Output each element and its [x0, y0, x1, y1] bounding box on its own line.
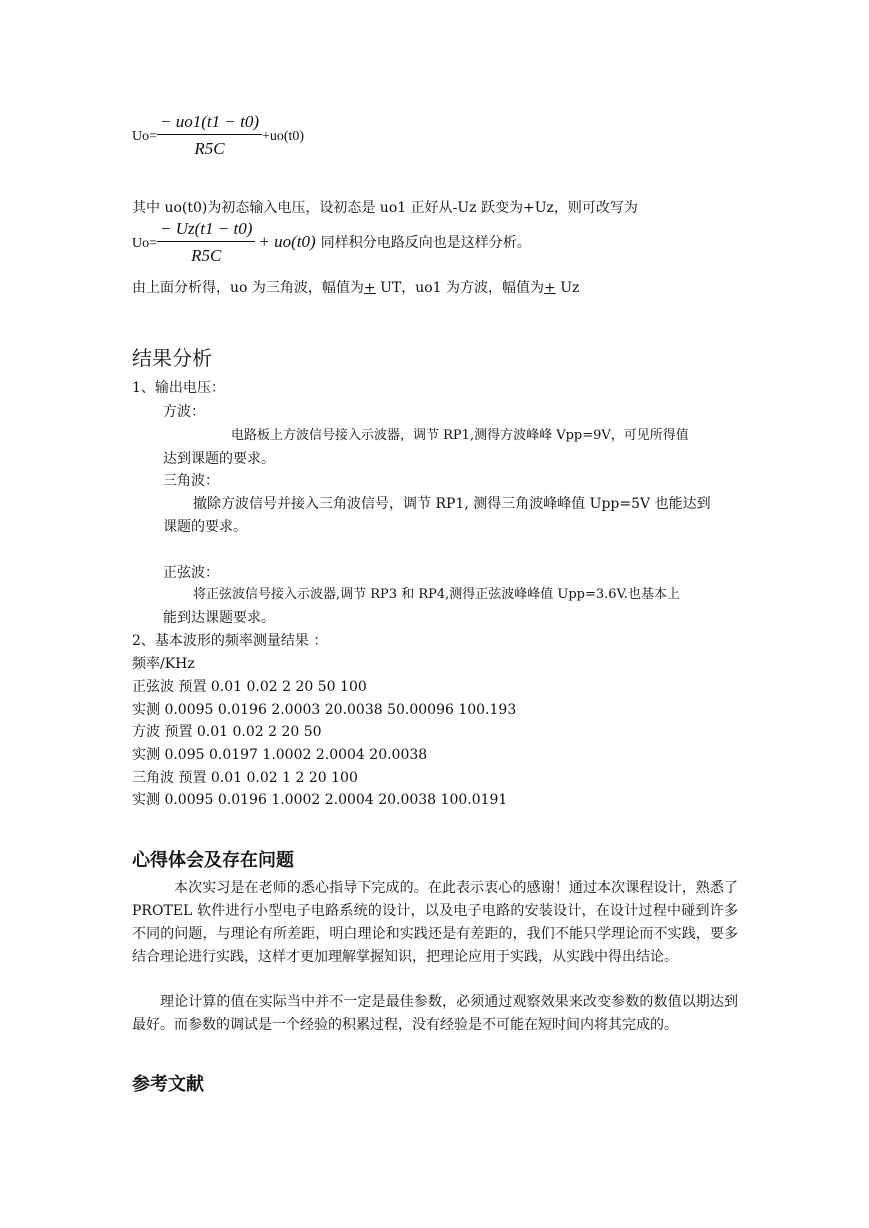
- measurement-row: 方波 预置 0.01 0.02 2 20 50: [132, 724, 322, 740]
- results-item-1: 1、输出电压：: [132, 380, 225, 396]
- measurement-row: 实测 0.0095 0.0196 2.0003 20.0038 50.00096 100.193: [132, 702, 517, 718]
- plus-minus-sign: +: [363, 280, 376, 296]
- formula-lhs: Uo=: [132, 236, 158, 251]
- sine-wave-text-1: 将正弦波信号接入示波器,调节 RP3 和 RP4,测得正弦波峰峰值 Upp=3.6V.也基本上: [193, 587, 680, 602]
- triangle-wave-text-1: 撤除方波信号并接入三角波信号，调节 RP1, 测得三角波峰峰值 Upp=5V 也能达到: [193, 496, 711, 512]
- summary-part3: Uz: [555, 280, 580, 296]
- formula-denominator: R5C: [194, 139, 225, 158]
- formula-fraction: [157, 112, 262, 159]
- formula-rhs: +uo(t0): [261, 129, 305, 144]
- experience-paragraph-2: 理论计算的值在实际当中并不一定是最佳参数，必须通过观察效果来改变参数的数值以期达到最好。而参数的调试是一个经验的积累过程，没有经验是不可能在短时间内将其完成的。: [132, 994, 738, 1033]
- formula-numerator: − Uz(t1 − t0): [157, 219, 255, 242]
- experience-paragraph-1: 本次实习是在老师的悉心指导下完成的。在此表示衷心的感谢！通过本次课程设计，熟悉了 PROTEL 软件进行小型电子电路系统的设计，以及电子电路的安装设计，在设计过程中碰到许多不同的问题，与理论有所差距，明白理论和实践还是有差距的，我们不能只学理论而不实践，要多结合理论进行实践，这样才更加理解掌握知识，把理论应用于实践，从实践中得出结论。: [132, 880, 738, 965]
- formula-rhs: + uo(t0): [258, 232, 316, 251]
- formula-fraction: [157, 219, 255, 266]
- square-wave-label: 方波：: [163, 404, 205, 420]
- square-wave-text-2: 达到课题的要求。: [163, 451, 275, 467]
- references-heading: 参考文献: [132, 1074, 204, 1095]
- measurement-row: 实测 0.0095 0.0196 1.0002 2.0004 20.0038 100.0191: [132, 792, 508, 808]
- formula-tail: 同样积分电路反向也是这样分析。: [320, 235, 531, 251]
- summary-part2: UT，uo1 为方波，幅值为: [375, 280, 545, 296]
- triangle-wave-text-2: 课题的要求。: [163, 519, 247, 535]
- square-wave-text-1: 电路板上方波信号接入示波器，调节 RP1,测得方波峰峰 Vpp=9V，可见所得值: [231, 428, 689, 443]
- formula-numerator: − uo1(t1 − t0): [157, 112, 262, 135]
- formula-uo-2: [132, 219, 531, 266]
- formula-denominator: R5C: [191, 246, 222, 265]
- plus-minus-sign: +: [544, 280, 556, 296]
- results-heading: 结果分析: [132, 346, 212, 370]
- sine-wave-label: 正弦波：: [163, 565, 219, 581]
- measurement-row: 实测 0.095 0.0197 1.0002 2.0004 20.0038: [132, 747, 428, 763]
- experience-heading: 心得体会及存在问题: [132, 850, 294, 871]
- intro-line: 其中 uo(t0)为初态输入电压，设初态是 uo1 正好从-Uz 跃变为+Uz，则可改写为: [132, 200, 638, 216]
- results-item-2: 2、基本波形的频率测量结果 ：: [132, 633, 328, 649]
- sine-wave-text-2: 能到达课题要求。: [163, 610, 275, 626]
- summary-line: [132, 278, 579, 298]
- measurement-row: 正弦波 预置 0.01 0.02 2 20 50 100: [132, 679, 367, 695]
- triangle-wave-label: 三角波：: [163, 473, 219, 489]
- frequency-unit: 频率/KHz: [132, 656, 195, 672]
- measurement-row: 三角波 预置 0.01 0.02 1 2 20 100: [132, 770, 358, 786]
- formula-uo-1: [132, 112, 304, 159]
- summary-part1: 由上面分析得，uo 为三角波，幅值为: [132, 280, 364, 296]
- formula-lhs: Uo=: [132, 129, 158, 144]
